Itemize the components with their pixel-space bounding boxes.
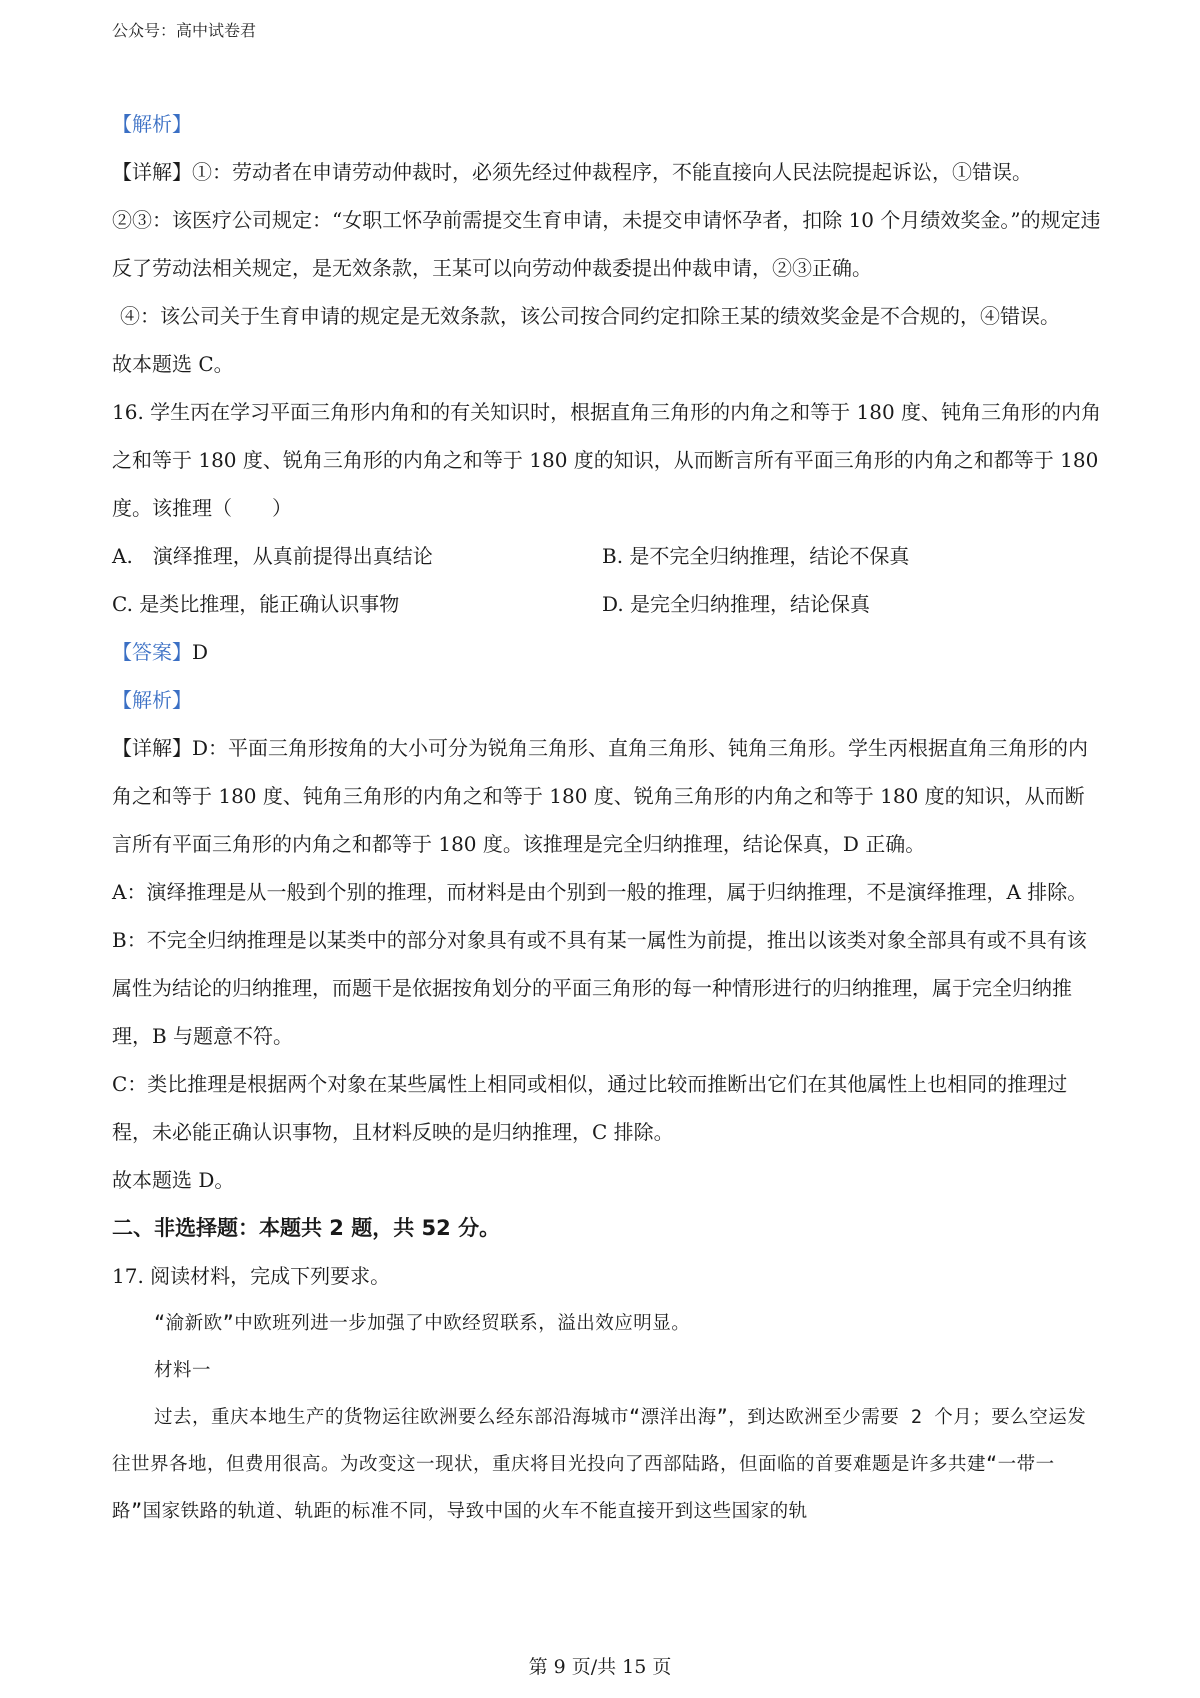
- conclusion-line: 故本题选 D。: [112, 1168, 235, 1192]
- section-heading: 二、非选择题：本题共 2 题，共 52 分。: [112, 1216, 501, 1240]
- material-text: 过去，重庆本地生产的货物运往欧洲要么经东部沿海城市“漂洋出海”，到达欧洲至少需要 2 个月；要么空运发往世界各地，但费用很高。为改变这一现状，重庆将目光投向了西部陆路，但面临的首要难题是许多共建“一带一路”国家铁路的轨道、轨距的标准不同，导致中国的火车不能直接开到这些国家的轨: [112, 1407, 1087, 1522]
- option-c: C. 是类比推理，能正确认识事物: [112, 592, 400, 616]
- watermark-text: 公众号：高中试卷君: [112, 21, 257, 40]
- explanation-line: 【详解】①：劳动者在申请劳动仲裁时，必须先经过仲裁程序，不能直接向人民法院提起诉讼，①错误。: [112, 160, 1032, 184]
- analysis-tag: 【解析】: [112, 688, 192, 712]
- answer-line: [112, 628, 1102, 676]
- explanation-line: ②③：该医疗公司规定：“女职工怀孕前需提交生育申请，未提交申请怀孕者，扣除 10 个月绩效奖金。”的规定违反了劳动法相关规定，是无效条款，王某可以向劳动仲裁委提出仲裁申请，②③正确。: [112, 208, 1101, 280]
- option-b: B. 是不完全归纳推理，结论不保真: [602, 544, 910, 568]
- answer-tag: 【答案】: [112, 640, 192, 664]
- question-16-stem: 16. 学生丙在学习平面三角形内角和的有关知识时，根据直角三角形的内角之和等于 180 度、钝角三角形的内角之和等于 180 度、锐角三角形的内角之和等于 180 度的知识，从而断言所有平面三角形的内角之和都等于 180 度。该推理（ ）: [112, 400, 1102, 520]
- question-16-options: [112, 532, 1102, 628]
- explanation-paragraph: A：演绎推理是从一般到个别的推理，而材料是由个别到一般的推理，属于归纳推理，不是演绎推理，A 排除。: [112, 880, 1088, 904]
- material-label: 材料一: [154, 1360, 212, 1381]
- page-content: [112, 100, 1102, 1535]
- option-a: A. 演绎推理，从真前提得出真结论: [112, 544, 433, 568]
- explanation-paragraph: 【详解】D：平面三角形按角的大小可分为锐角三角形、直角三角形、钝角三角形。学生丙根据直角三角形的内角之和等于 180 度、钝角三角形的内角之和等于 180 度、锐角三角形的内角之和等于 180 度的知识，从而断言所有平面三角形的内角之和都等于 180 度。该推理是完全归纳推理，结论保真，D 正确。: [112, 736, 1089, 856]
- answer-value: D: [192, 640, 209, 664]
- analysis-tag: 【解析】: [112, 112, 192, 136]
- material-intro: “渝新欧”中欧班列进一步加强了中欧经贸联系，溢出效应明显。: [154, 1313, 691, 1334]
- page-number: 第 9 页/共 15 页: [528, 1656, 672, 1678]
- question-17-stem: 17. 阅读材料，完成下列要求。: [112, 1264, 391, 1288]
- option-d: D. 是完全归纳推理，结论保真: [602, 592, 871, 616]
- conclusion-line: 故本题选 C。: [112, 352, 234, 376]
- explanation-paragraph: B：不完全归纳推理是以某类中的部分对象具有或不具有某一属性为前提，推出以该类对象全部具有或不具有该属性为结论的归纳推理，而题干是依据按角划分的平面三角形的每一种情形进行的归纳推理，属于完全归纳推理，B 与题意不符。: [112, 928, 1087, 1048]
- explanation-paragraph: C：类比推理是根据两个对象在某些属性上相同或相似，通过比较而推断出它们在其他属性上也相同的推理过程，未必能正确认识事物，且材料反映的是归纳推理，C 排除。: [112, 1072, 1068, 1144]
- explanation-line: ④：该公司关于生育申请的规定是无效条款，该公司按合同约定扣除王某的绩效奖金是不合规的，④错误。: [120, 304, 1060, 328]
